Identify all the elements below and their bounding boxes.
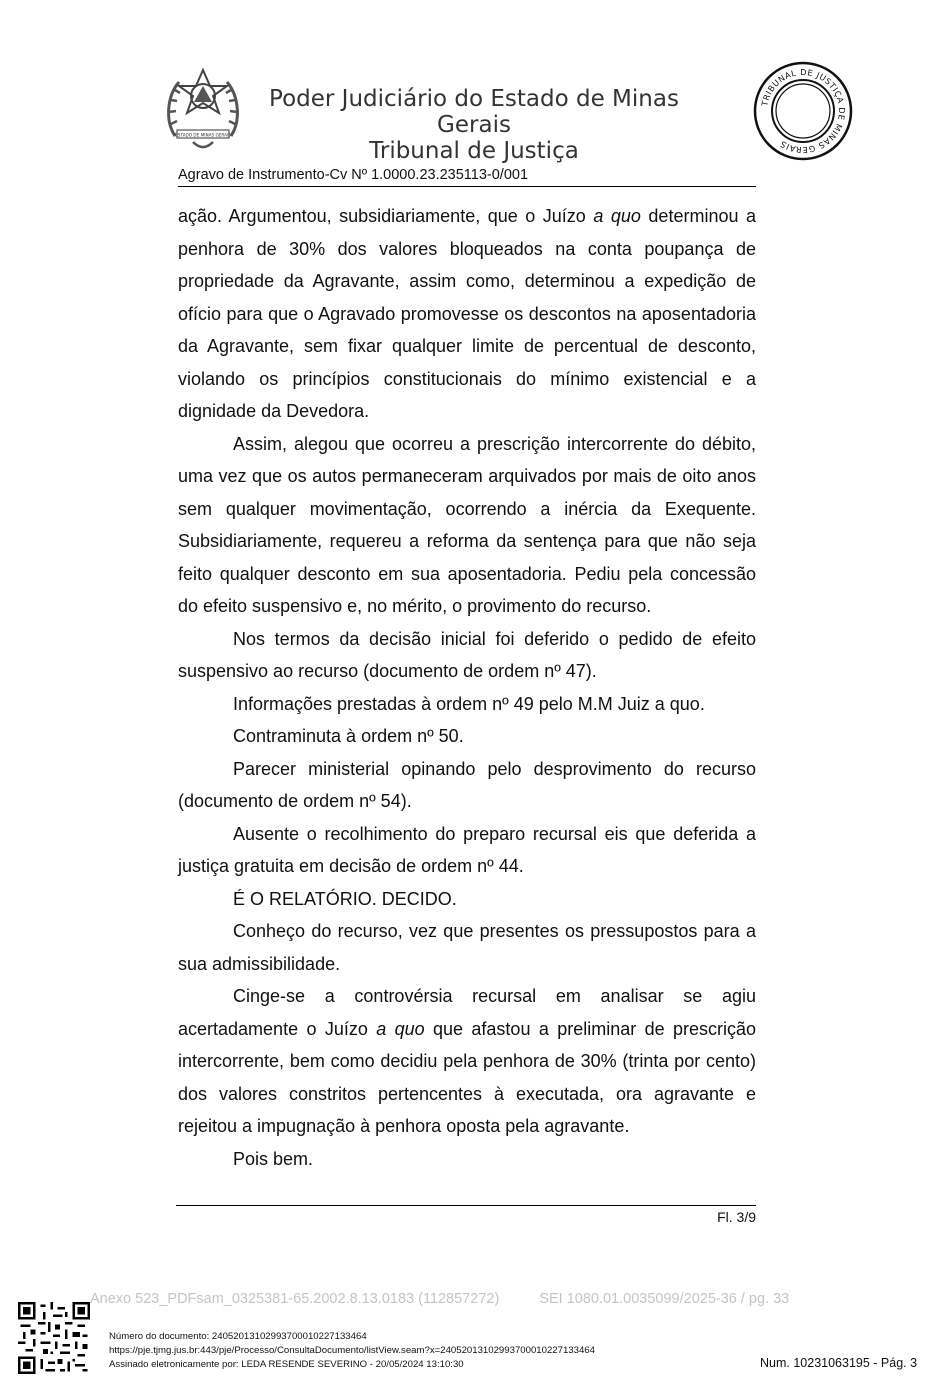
seal-text: TRIBUNAL DE JUSTIÇA DE MINAS GERAIS [759,66,848,156]
report-heading: É O RELATÓRIO. DECIDO. [233,888,457,909]
paragraph: ação. Argumentou, subsidiariamente, que o Juízo a quo determinou a penhora de 30% dos valores bloqueados na conta poupança de propriedade da Agravante, assim como, determinou a expedição de ofício para que o Agravado promovesse os descontos na aposentadoria da Agravante, sem fixar qualquer limite de percentual de desconto, violando os princípios constitucionais do mínimo existencial e a dignidade da Devedora. [178,206,756,421]
document-number: Número do documento: 24052013102993700010227133464 [109,1331,367,1342]
paragraph: Informações prestadas à ordem nº 49 pelo M.M Juiz a quo. [233,693,705,714]
court-title [258,86,690,164]
footer-divider [176,1205,756,1206]
sei-reference: SEI 1080.01.0035099/2025-36 / pg. 33 [539,1291,790,1307]
paragraph: Conheço do recurso, vez que presentes os pressupostos para a sua admissibilidade. [178,921,756,974]
emblem-caption: ESTADO DE MINAS GERAIS [175,132,231,138]
court-name: Poder Judiciário do Estado de Minas Gerais [269,86,679,138]
paragraph: Parecer ministerial opinando pelo desprovimento do recurso (documento de ordem nº 54). [178,758,756,811]
document-url[interactable]: https://pje.tjmg.jus.br:443/pje/Processo/ConsultaDocumento/listView.seam?x=24052013102993700010227133464 [109,1345,595,1356]
paragraph: Ausente o recolhimento do preparo recursal eis que deferida a justiça gratuita em decisão de ordem nº 44. [178,823,756,876]
document-metadata [109,1330,749,1372]
paragraph: Pois bem. [233,1148,314,1169]
paragraph: Nos termos da decisão inicial foi deferido o pedido de efeito suspensivo ao recurso (documento de ordem nº 47). [178,628,756,681]
decision-body [178,200,756,1175]
paragraph: Cinge-se a controvérsia recursal em analisar se agiu acertadamente o Juízo a quo que afastou a preliminar de prescrição intercorrente, bem como decidiu pela penhora de 30% (trinta por cento) dos valores constritos pertencentes à executada, ora agravante e rejeitou a impugnação à penhora oposta pela agravante. [178,986,757,1136]
page-number: Num. 10231063195 - Pág. 3 [760,1356,918,1370]
tribunal-name: Tribunal de Justiça [369,138,579,164]
italic-term: a quo [593,206,641,226]
qr-code-icon [18,1302,90,1374]
paragraph: Contraminuta à ordem nº 50. [233,726,464,746]
annex-label: Anexo 523_PDFsam_0325381-65.2002.8.13.0183 (112857272) [90,1291,500,1307]
paragraph: Assim, alegou que ocorreu a prescrição intercorrente do débito, uma vez que os autos permaneceram arquivados por mais de oito anos sem qualquer movimentação, ocorrendo a inércia da Exequente. Subsidiariamente, requereu a reforma da sentença para que não seja feito qualquer desconto em sua aposentadoria. Pediu pela concessão do efeito suspensivo e, no mérito, o provimento do recurso. [178,433,756,616]
italic-term: a quo [376,1018,425,1039]
annex-watermark [90,1291,850,1307]
folio-number: Fl. 3/9 [717,1209,756,1225]
electronic-signature: Assinado eletronicamente por: LEDA RESENDE SEVERINO - 20/05/2024 13:10:30 [109,1359,464,1370]
coat-of-arms-emblem [163,66,243,156]
case-number: Agravo de Instrumento-Cv Nº 1.0000.23.235113-0/001 [178,166,756,187]
court-seal [752,60,854,162]
